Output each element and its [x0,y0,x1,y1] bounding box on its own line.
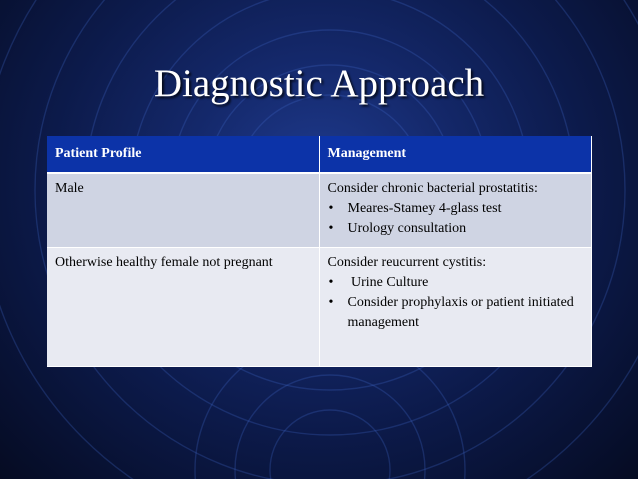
list-item: • Meares-Stamey 4-glass test [328,199,583,219]
management-cell [319,248,591,367]
management-heading: Consider chronic bacterial prostatitis: [327,181,538,196]
management-list [328,273,583,333]
table-header-row [47,136,591,173]
list-item: • Urine Culture [328,273,583,293]
header-patient-profile: Patient Profile [47,136,319,173]
header-management: Management [319,136,591,173]
list-item: • Urology consultation [328,219,583,239]
management-heading: Consider reucurrent cystitis: [327,255,487,270]
slide-title: Diagnostic Approach [153,62,485,105]
profile-cell: Male [47,173,319,248]
management-table [47,136,592,367]
management-cell [319,173,591,248]
list-item: • Consider prophylaxis or patient initiated management [328,293,583,333]
table-row [47,248,591,367]
profile-cell: Otherwise healthy female not pregnant [47,248,319,367]
table-row [47,173,591,248]
management-list [328,199,583,239]
